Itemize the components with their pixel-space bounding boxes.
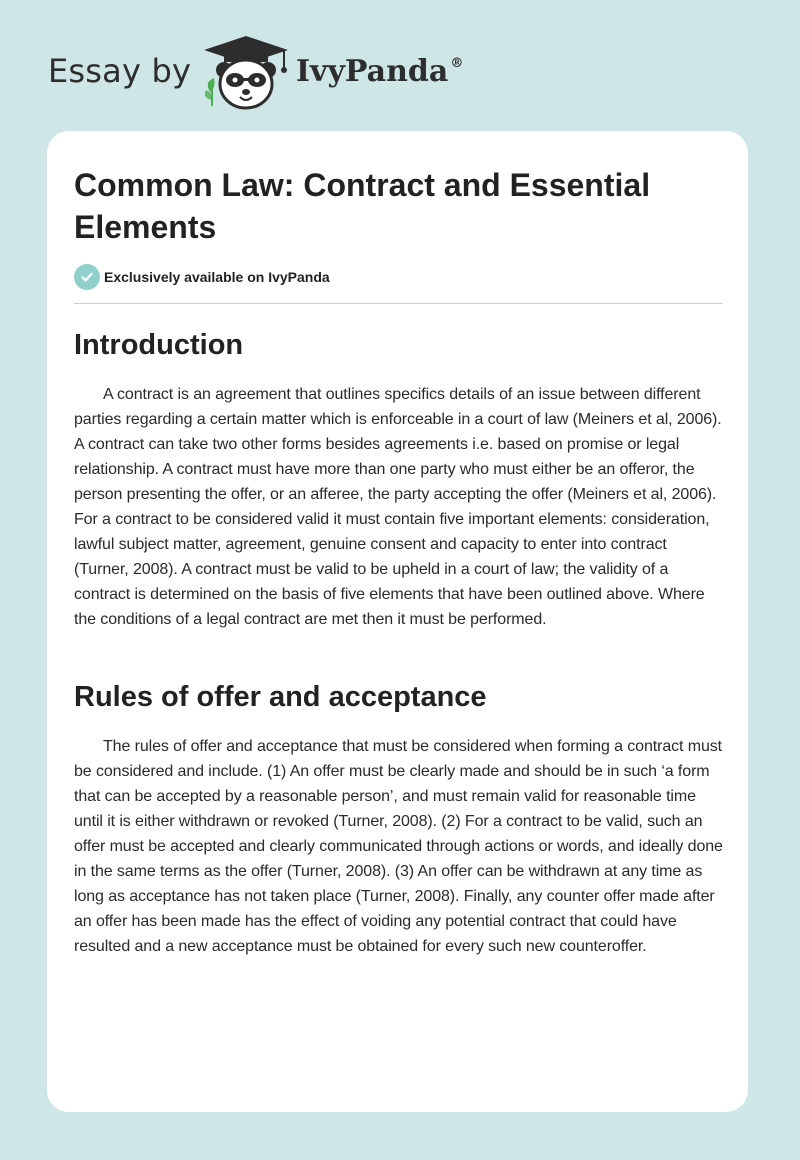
check-circle-icon — [74, 264, 100, 290]
exclusive-badge — [74, 264, 330, 290]
brand-prefix: Essay by — [48, 52, 192, 90]
panda-graduate-icon[interactable] — [200, 34, 292, 110]
registered-mark: ® — [450, 56, 464, 71]
badge-text: Exclusively available on IvyPanda — [104, 269, 330, 285]
section-offer-acceptance — [74, 679, 724, 959]
divider — [74, 303, 723, 304]
section-heading: Rules of offer and acceptance — [74, 681, 487, 713]
section-paragraph: A contract is an agreement that outlines specifics details of an issue between different parties regarding a certain matter which is enforceable in a court of law (Meiners et al, 2006). A contract can take two other forms besides agreements i.e. based on promise or legal relationship. A contract must have more than one party who must either be an offeror, the person presenting the offer, or an afferee, the party accepting the offer (Meiners et al, 2006). For a contract to be considered valid it must contain five important elements: consideration, lawful subject matter, agreement, genuine consent and capacity to enter into contract (Turner, 2008). A contract must be valid to be upheld in a court of law; the validity of a contract is determined on the basis of five elements that have been outlined above. Where the conditions of a legal contract are met then it must be performed. — [74, 386, 722, 628]
section-paragraph: The rules of offer and acceptance that must be considered when forming a contract must be considered and include. (1) An offer must be clearly made and should be in such ‘a form that can be accepted by a reasonable person’, and must remain valid for reasonable time until it is either withdrawn or revoked (Turner, 2008). (2) For a contract to be valid, such an offer must be accepted and clearly communicated through actions or words, and ideally done in the same terms as the offer (Turner, 2008). (3) An offer can be withdrawn at any time as long as acceptance has not taken place (Turner, 2008). Finally, any counter offer made after an offer has been made has the effect of voiding any potential contract that could have resulted and a new acceptance must be obtained for every such new counteroffer. — [74, 738, 723, 955]
section-introduction — [74, 327, 724, 632]
brand-name[interactable] — [296, 54, 463, 89]
page-title: Common Law: Contract and Essential Elements — [74, 167, 651, 245]
essay-card — [47, 131, 748, 1112]
brand-name-text: IvyPanda — [296, 54, 449, 89]
site-header — [0, 0, 800, 130]
section-heading: Introduction — [74, 329, 244, 361]
